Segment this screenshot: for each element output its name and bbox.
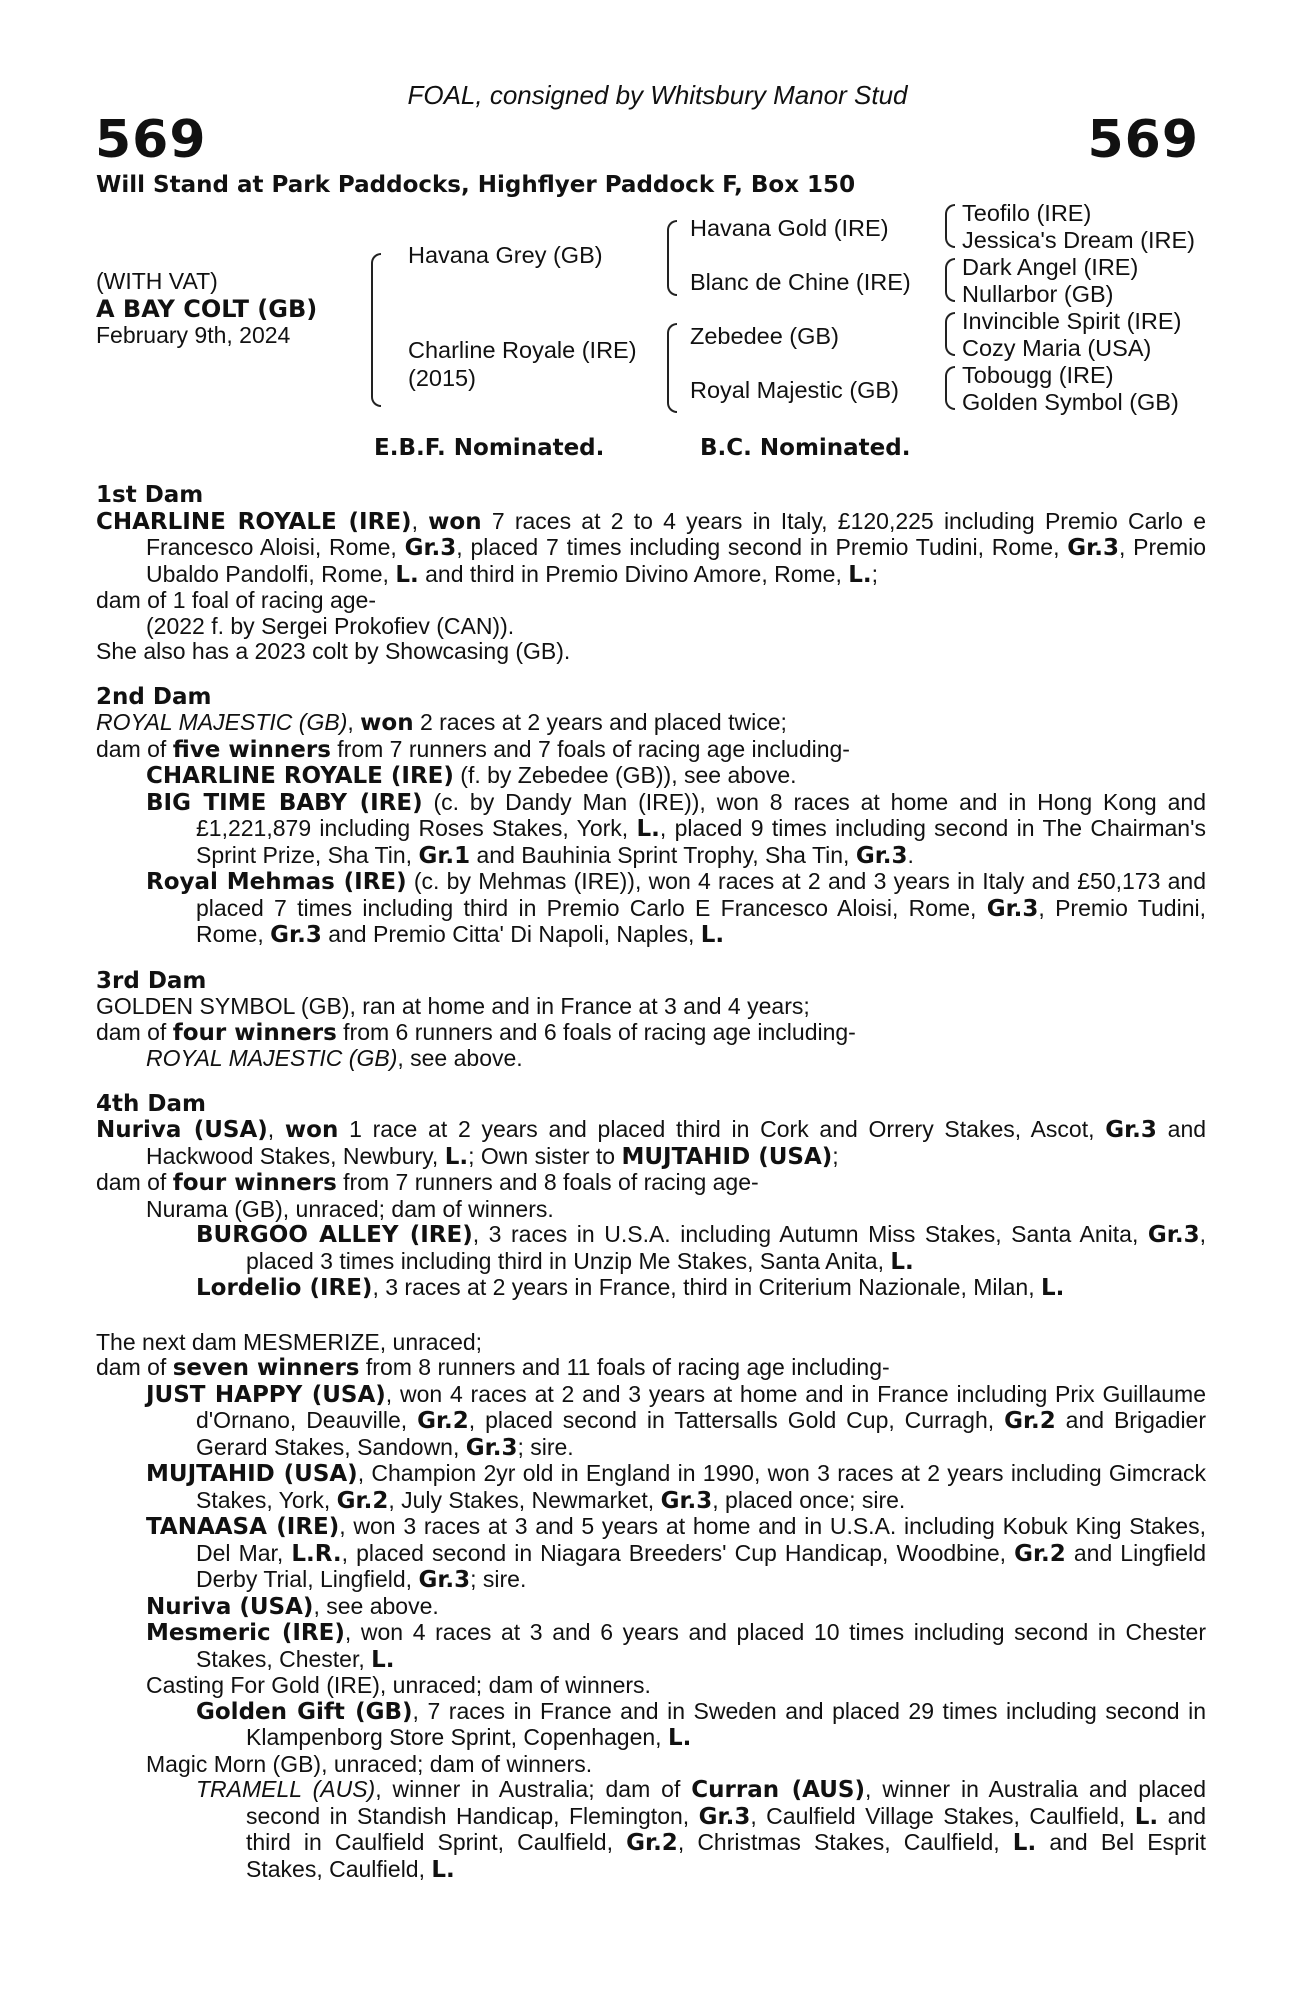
record-text: and Bel Esprit Stakes, Caulfield,	[246, 1829, 1206, 1882]
produce-entry: Magic Morn (GB), unraced; dam of winners.	[146, 1750, 593, 1777]
record-text: , winner in Australia and placed second in Standish Handicap, Flemington,	[246, 1776, 1207, 1829]
horse-name: CHARLINE ROYALE (IRE)	[96, 508, 412, 535]
winners-count: four winners	[172, 1170, 337, 1196]
produce-entry	[96, 1275, 1206, 1302]
record-text: , placed second in Tattersalls Gold Cup, Curragh,	[468, 1407, 1005, 1433]
record-text: dam of	[96, 1018, 173, 1045]
brace	[371, 253, 381, 407]
record-text: , won 3 races at 3 and 5 years at home and in U.S.A. including Kobuk King Stakes, Del Mar,	[196, 1513, 1206, 1566]
grade-label: Gr.2	[626, 1830, 678, 1856]
brace	[945, 366, 955, 410]
record-text: , 3 races in U.S.A. including Autumn Miss Stakes, Santa Anita,	[472, 1221, 1148, 1247]
listed-label: L.	[1134, 1803, 1159, 1830]
horse-name: Curran (AUS)	[691, 1777, 866, 1803]
horse-name: TRAMELL (AUS)	[196, 1776, 376, 1802]
horse-name: Royal Mehmas (IRE)	[146, 869, 407, 895]
grade-label: Gr.3	[660, 1487, 713, 1514]
listed-label: L.	[395, 561, 419, 588]
brace	[667, 220, 677, 296]
sire-sire: Havana Gold (IRE)	[690, 215, 889, 241]
horse-name: MUJTAHID (USA)	[146, 1461, 358, 1487]
listed-label: L.	[667, 1725, 692, 1751]
consignment-line: FOAL, consigned by Whitsbury Manor Stud	[407, 80, 908, 110]
record-text: , placed second in Niagara Breeders' Cup Handicap, Woodbine,	[341, 1539, 1015, 1566]
record-text: , Premio Tudini, Rome,	[196, 894, 1206, 947]
record-text: , July Stakes, Newmarket,	[388, 1486, 661, 1513]
ancestor-nullarbor: Nullarbor (GB)	[962, 281, 1114, 307]
horse-name: MUJTAHID (USA)	[621, 1143, 833, 1170]
won-label: won	[360, 710, 414, 736]
dam-dam: Royal Majestic (GB)	[690, 377, 899, 403]
produce-entry	[96, 1620, 1206, 1673]
dam-year: (2015)	[408, 365, 476, 391]
record-text: and third in Caulfield Sprint, Caulfield,	[246, 1802, 1207, 1855]
ancestor-invincible-spirit: Invincible Spirit (IRE)	[962, 308, 1182, 334]
grade-label: Gr.3	[698, 1803, 751, 1830]
grade-label: Gr.3	[855, 842, 908, 869]
produce-entry	[96, 1046, 1206, 1072]
listed-label: L.R.	[291, 1540, 342, 1567]
won-label: won	[428, 508, 482, 535]
record-text: , won 4 races at 3 and 6 years and placed 10 times including second in Chester Stakes, Chester,	[196, 1619, 1206, 1672]
grade-label: Gr.3	[1105, 1117, 1157, 1143]
horse-name: CHARLINE ROYALE (IRE)	[146, 763, 454, 789]
record-text: , Champion 2yr old in England in 1990, won 3 races at 2 years including Gimcrack Stakes, York,	[196, 1460, 1207, 1513]
horse-name: A BAY COLT (GB)	[96, 295, 318, 323]
also-has-line: She also has a 2023 colt by Showcasing (GB).	[96, 638, 571, 664]
record-text: (c. by Mehmas (IRE)), won 4 races at 2 and 3 years in Italy and £50,173 and placed 7 times including third in Premio Carlo E Francesco Aloisi, Rome,	[196, 868, 1206, 921]
horse-name: Nuriva (USA)	[146, 1593, 314, 1620]
record-text: 2 races at 2 years and placed twice;	[413, 709, 787, 735]
ancestor-jessicas-dream: Jessica's Dream (IRE)	[962, 227, 1195, 253]
listed-label: L.	[1012, 1830, 1037, 1856]
record-text: and Lingfield Derby Trial, Lingfield,	[196, 1539, 1206, 1592]
grade-label: Gr.3	[1067, 535, 1119, 561]
brace	[667, 323, 677, 413]
ancestor-dark-angel: Dark Angel (IRE)	[962, 254, 1139, 280]
fourth-dam-section	[96, 1092, 1206, 1302]
bc-nomination: B.C. Nominated.	[700, 435, 911, 461]
record-text: , placed 3 times including third in Unzip Me Stakes, Santa Anita,	[246, 1221, 1206, 1274]
record-text: (f. by Zebedee (GB)), see above.	[453, 762, 797, 788]
produce-entry: Nurama (GB), unraced; dam of winners.	[146, 1195, 554, 1222]
dam: Charline Royale (IRE)	[408, 337, 637, 363]
record-text: , see above.	[313, 1592, 439, 1619]
produce-entry	[96, 1594, 1206, 1621]
first-dam-record: CHARLINE ROYALE (IRE), won 7 races at 2 to 4 years in Italy, £120,225 including Premio Carlo e Francesco Aloisi, Rome, Gr.3, placed 7 times including second in Premio Tudini, Rome, Gr.3, Premio Ubaldo Pandolfi, Rome, L. and third in Premio Divino Amore, Rome, L.;	[96, 507, 1206, 588]
dam-of-line	[96, 1020, 1206, 1047]
sire: Havana Grey (GB)	[408, 242, 603, 268]
produce-entry	[96, 869, 1206, 949]
produce-entry	[96, 1699, 1206, 1752]
record-text: , placed 9 times including second in The Chairman's Sprint Prize, Sha Tin,	[196, 815, 1206, 868]
produce-entry	[96, 1222, 1206, 1275]
winners-count: four winners	[172, 1019, 337, 1046]
record-text: from 7 runners and 7 foals of racing age including-	[330, 735, 850, 762]
section-heading: 4th Dam	[96, 1090, 206, 1117]
record-text: (c. by Dandy Man (IRE)), won 8 races at home and in Hong Kong and £1,221,879 including Roses Stakes, York,	[196, 788, 1206, 841]
listed-label: L.	[636, 816, 660, 842]
record-text: ; Own sister to	[468, 1142, 622, 1169]
catalogue-body	[96, 483, 1206, 1883]
record-text: , Premio Ubaldo Pandolfi, Rome,	[146, 534, 1206, 587]
record-text: , Caulfield Village Stakes, Caulfield,	[750, 1802, 1135, 1829]
record-text: , 7 races in France and in Sweden and placed 29 times including second in Klampenborg Store Sprint, Copenhagen,	[246, 1697, 1206, 1750]
stable-location: Will Stand at Park Paddocks, Highflyer Paddock F, Box 150	[96, 172, 856, 198]
section-heading: 3rd Dam	[96, 967, 207, 994]
record-text: and third in Premio Divino Amore, Rome,	[418, 560, 849, 587]
horse-name: TANAASA (IRE)	[146, 1514, 340, 1540]
grade-label: Gr.3	[1147, 1222, 1200, 1248]
record-text: from 8 runners and 11 foals of racing age including-	[359, 1354, 890, 1380]
produce-entry	[96, 1382, 1206, 1462]
grade-label: Gr.3	[465, 1434, 518, 1461]
ancestor-cozy-maria: Cozy Maria (USA)	[962, 335, 1152, 361]
record-text: , won 4 races at 2 and 3 years at home and in France including Prix Guillaume d'Ornano, Deauville,	[196, 1380, 1206, 1433]
record-text: dam of	[96, 1169, 173, 1195]
dam-of-line	[96, 1170, 1206, 1197]
ancestor-golden-symbol: Golden Symbol (GB)	[962, 389, 1179, 415]
grade-label: Gr.2	[1014, 1540, 1066, 1567]
listed-label: L.	[848, 561, 872, 588]
third-dam-record: GOLDEN SYMBOL (GB), ran at home and in France at 3 and 4 years;	[96, 993, 810, 1019]
winners-count: five winners	[172, 736, 331, 763]
produce-entry	[96, 790, 1206, 870]
brace	[945, 258, 955, 302]
dam-sire: Zebedee (GB)	[690, 323, 839, 349]
produce-entry: Casting For Gold (IRE), unraced; dam of winners.	[146, 1672, 651, 1698]
record-text: dam of	[96, 735, 173, 762]
foaling-date: February 9th, 2024	[96, 322, 291, 348]
ancestor-tobougg: Tobougg (IRE)	[962, 362, 1114, 388]
horse-name: Lordelio (IRE)	[196, 1275, 373, 1301]
listed-label: L.	[431, 1856, 455, 1883]
won-label: won	[284, 1117, 339, 1143]
horse-name: Nuriva (USA)	[96, 1117, 268, 1143]
listed-label: L.	[890, 1248, 914, 1275]
listed-label: L.	[1041, 1275, 1065, 1301]
record-text: , Christmas Stakes, Caulfield,	[677, 1829, 1013, 1855]
record-text: from 7 runners and 8 foals of racing age-	[336, 1169, 759, 1195]
dam-of-line	[96, 737, 1206, 764]
brace	[945, 204, 955, 248]
record-text: , placed 7 times including second in Premio Tudini, Rome,	[456, 534, 1068, 560]
record-text: and Bauhinia Sprint Trophy, Sha Tin,	[470, 841, 856, 868]
produce-entry	[96, 1777, 1206, 1883]
horse-name: ROYAL MAJESTIC (GB)	[96, 709, 348, 735]
record-text: .	[907, 841, 914, 868]
grade-label: Gr.2	[336, 1487, 389, 1514]
horse-name: Mesmeric (IRE)	[146, 1620, 345, 1646]
horse-name: ROYAL MAJESTIC (GB)	[146, 1045, 398, 1071]
horse-name: JUST HAPPY (USA)	[146, 1381, 386, 1408]
record-text: from 6 runners and 6 foals of racing age including-	[336, 1018, 856, 1045]
lot-number-left: 569	[95, 110, 207, 170]
record-text: and Brigadier Gerard Stakes, Sandown,	[196, 1407, 1207, 1460]
second-dam-section	[96, 685, 1206, 949]
third-dam-section	[96, 969, 1206, 1072]
dam-of-line: dam of 1 foal of racing age-	[96, 587, 376, 613]
fourth-dam-record: Nuriva (USA), won 1 race at 2 years and placed third in Cork and Orrery Stakes, Ascot, Gr.3 and Hackwood Stakes, Newbury, L.; Own sister to MUJTAHID (USA);	[96, 1116, 1207, 1170]
record-text: 7 races at 2 to 4 years in Italy, £120,225 including Premio Carlo e Francesco Aloisi, Rome,	[146, 507, 1206, 560]
record-text: ; sire.	[517, 1433, 574, 1460]
grade-label: Gr.2	[417, 1408, 469, 1434]
ebf-nomination: E.B.F. Nominated.	[374, 435, 605, 461]
horse-name: BIG TIME BABY (IRE)	[146, 789, 423, 816]
listed-label: L.	[371, 1646, 395, 1673]
next-dam-section	[96, 1330, 1206, 1884]
record-text: , placed once; sire.	[712, 1486, 906, 1513]
first-dam-section	[96, 483, 1206, 665]
record-text: ;	[832, 1142, 839, 1169]
record-text: ;	[871, 560, 879, 587]
horse-name: BURGOO ALLEY (IRE)	[196, 1222, 473, 1248]
lot-number-right: 569	[1087, 110, 1199, 170]
listed-label: L.	[444, 1143, 469, 1170]
grade-label: Gr.3	[404, 535, 457, 561]
winners-count: seven winners	[172, 1355, 360, 1381]
foal-entry: (2022 f. by Sergei Prokofiev (CAN)).	[146, 612, 515, 639]
vat-note: (WITH VAT)	[96, 268, 218, 294]
grade-label: Gr.3	[986, 895, 1039, 922]
grade-label: Gr.1	[418, 842, 471, 869]
dam-of-line	[96, 1355, 1206, 1382]
record-text: and Hackwood Stakes, Newbury,	[146, 1116, 1207, 1169]
grade-label: Gr.3	[270, 922, 322, 948]
grade-label: Gr.3	[418, 1567, 471, 1593]
grade-label: Gr.2	[1004, 1408, 1056, 1434]
produce-entry	[96, 1461, 1206, 1514]
produce-entry	[96, 763, 1206, 790]
record-text: ; sire.	[470, 1566, 527, 1592]
section-heading: 1st Dam	[96, 482, 204, 508]
record-text: , winner in Australia; dam of	[375, 1776, 692, 1802]
record-text: , see above.	[397, 1045, 523, 1071]
brace	[945, 312, 955, 356]
section-heading: 2nd Dam	[96, 683, 212, 710]
ancestor-teofilo: Teofilo (IRE)	[962, 200, 1092, 226]
horse-name: Golden Gift (GB)	[196, 1698, 413, 1725]
record-text: and Premio Citta' Di Napoli, Naples,	[321, 921, 701, 947]
record-text: dam of	[96, 1354, 173, 1380]
second-dam-record: ROYAL MAJESTIC (GB), won 2 races at 2 years and placed twice;	[96, 709, 787, 736]
record-text: , 3 races at 2 years in France, third in Criterium Nazionale, Milan,	[372, 1274, 1041, 1300]
next-dam-record: The next dam MESMERIZE, unraced;	[96, 1328, 483, 1355]
record-text: 1 race at 2 years and placed third in Cork and Orrery Stakes, Ascot,	[338, 1116, 1106, 1142]
produce-entry	[96, 1514, 1206, 1594]
sire-dam: Blanc de Chine (IRE)	[690, 269, 911, 295]
listed-label: L.	[700, 922, 725, 948]
